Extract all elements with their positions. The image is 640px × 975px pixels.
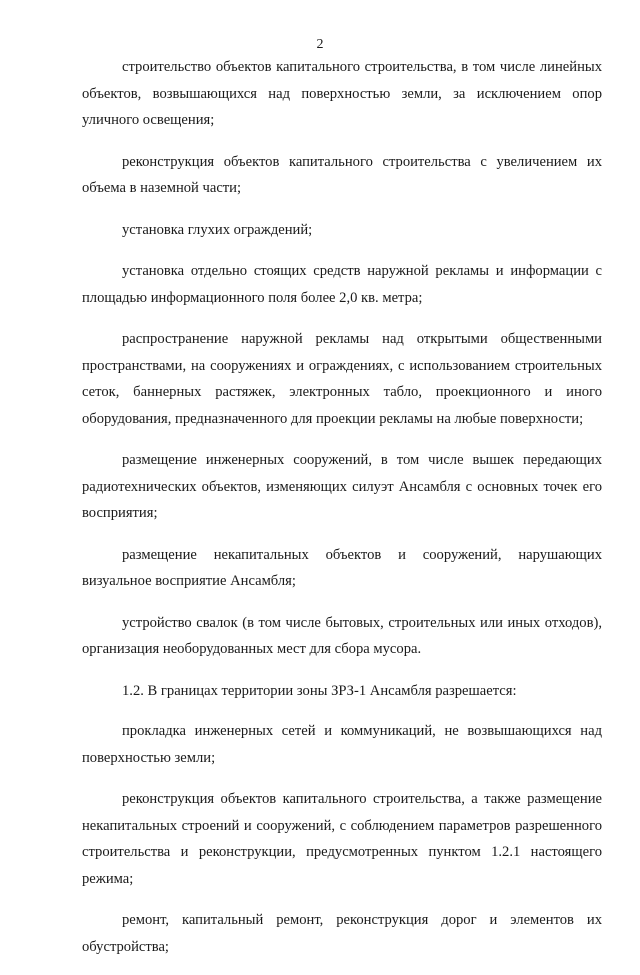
paragraph-prohibited-solid-fences: установка глухих ограждений;	[122, 221, 313, 238]
paragraph-prohibited-engineering-structures: размещение инженерных сооружений, в том числе вышек передающих радиотехнических объектов, изменяющих силуэт Ансамбля с основных точек его восприятия;	[82, 452, 602, 521]
paragraph-allowed-reconstruction: реконструкция объектов капитального строительства, а также размещение некапитальных строений и сооружений, с соблюдением параметров разрешенного строительства и реконструкции, предусмотренных пунктом 1.2.1 настоящего режима;	[82, 791, 602, 887]
paragraph-prohibited-reconstruction: реконструкция объектов капитального строительства с увеличением их объема в наземной части;	[82, 153, 602, 196]
document-body	[82, 54, 602, 975]
section-heading-1-2: 1.2. В границах территории зоны ЗРЗ-1 Ансамбля разрешается:	[122, 682, 517, 699]
paragraph-allowed-road-repair: ремонт, капитальный ремонт, реконструкция дорог и элементов их обустройства;	[82, 912, 602, 955]
paragraph-allowed-utility-networks: прокладка инженерных сетей и коммуникаций, не возвышающихся над поверхностью земли;	[82, 723, 602, 766]
paragraph-prohibited-outdoor-advertising: распространение наружной рекламы над открытыми общественными пространствами, на сооружениях и ограждениях, с использованием строительных сеток, баннерных растяжек, электронных табло, проекционного и иного оборудования, предназначенного для проекции рекламы на любые поверхности;	[82, 331, 602, 427]
paragraph-prohibited-standalone-ads: установка отдельно стоящих средств наружной рекламы и информации с площадью информационного поля более 2,0 кв. метра;	[82, 263, 602, 306]
paragraph-prohibited-dumps: устройство свалок (в том числе бытовых, строительных или иных отходов), организация необорудованных мест для сбора мусора.	[82, 614, 602, 657]
paragraph-prohibited-non-capital-objects: размещение некапитальных объектов и сооружений, нарушающих визуальное восприятие Ансамбля;	[82, 546, 602, 589]
page-number: 2	[316, 37, 324, 52]
paragraph-prohibited-capital-construction: строительство объектов капитального строительства, в том числе линейных объектов, возвышающихся над поверхностью земли, за исключением опор уличного освещения;	[82, 59, 602, 128]
